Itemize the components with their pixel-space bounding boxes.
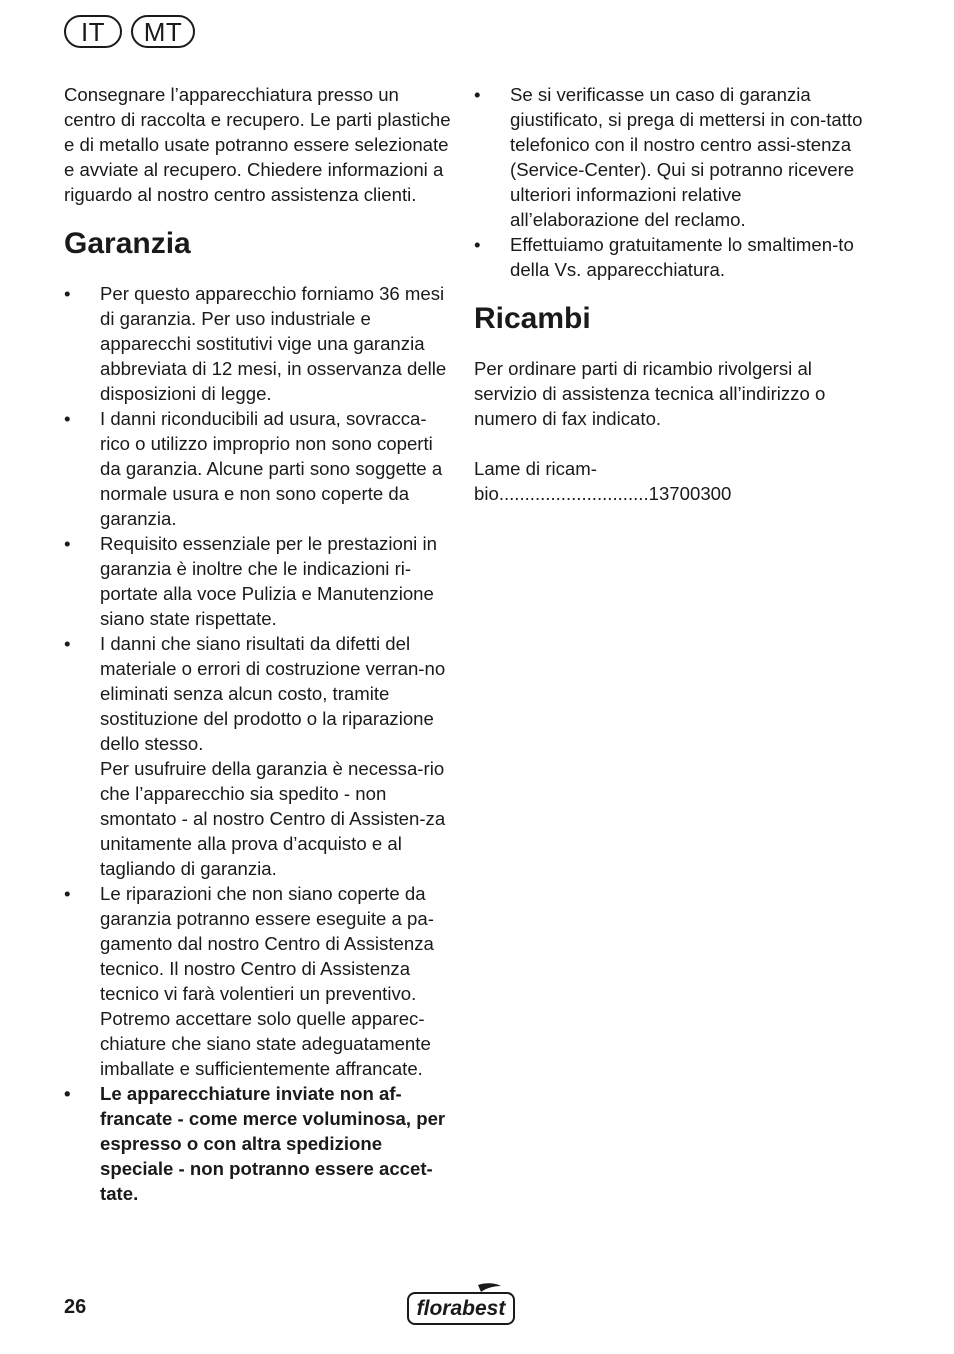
list-item: • Effettuiamo gratuitamente lo smaltimen-to della Vs. apparecchiatura. [474,232,874,282]
list-item: • Requisito essenziale per le prestazioni in garanzia è inoltre che le indicazioni ri-portate alla voce Pulizia e Manutenzione siano state rispettate. [64,531,454,631]
list-item-bold: • Le apparecchiature inviate non af-francate - come merce voluminosa, per espresso o con altra spedizione speciale - non potranno essere accet-tate. [64,1081,454,1206]
intro-paragraph: Consegnare l’apparecchiatura presso un centro di raccolta e recupero. Le parti plastiche e di metallo usate potranno essere selezionate e avviate al recupero. Chiedere informazioni a riguardo al nostro centro assistenza clienti. [64,84,451,205]
spare-part-entry [474,456,874,506]
logo-text: florabest [416,1297,506,1320]
ricambi-paragraph: Per ordinare parti di ricambio rivolgersi al servizio di assistenza tecnica all’indirizzo o numero di fax indicato. [474,358,826,429]
list-item-extra: Per usufruire della garanzia è necessa-rio che l’apparecchio sia spedito - non smontato - al nostro Centro di Assisten-za unitamente alla prova d’acquisto e al tagliando di garanzia. [100,758,446,879]
left-column [64,82,454,1206]
list-item: • Per questo apparecchio forniamo 36 mesi di garanzia. Per uso industriale e apparecchi sostitutivi vige una garanzia abbreviata di 12 mesi, in osservanza delle disposizioni di legge. [64,281,454,406]
list-item: • Le riparazioni che non siano coperte da garanzia potranno essere eseguite a pa-gamento dal nostro Centro di Assistenza tecnico. Il nostro Centro di Assistenza tecnico vi farà volentieri un preventivo. Potremo accettare solo quelle apparec-chiature che siano state adeguatamente imballate e sufficientemente affrancate. [64,881,454,1081]
right-list [474,82,874,282]
lang-badge-it: IT [64,15,122,48]
spare-part-line-2: bio.............................13700300 [474,483,732,504]
garanzia-heading: Garanzia [64,227,191,260]
right-column [474,82,874,506]
lang-badge-mt: MT [131,15,195,48]
list-item: • I danni che siano risultati da difetti del materiale o errori di costruzione verran-no eliminati senza alcun costo, tramite sostituzione del prodotto o la riparazione dello stesso. Per usufruire della garanzia è necessa-rio che l’apparecchio sia spedito - non smontato - al nostro Centro di Assisten-za unitamente alla prova d’acquisto e al tagliando di garanzia. [64,631,454,881]
page-number: 26 [64,1296,87,1318]
language-badges [64,15,195,48]
list-item: • I danni riconducibili ad usura, sovracca-rico o utilizzo improprio non sono coperti da garanzia. Alcune parti sono soggette a normale usura e non sono coperte da garanzia. [64,406,454,531]
florabest-logo [406,1282,516,1326]
garanzia-list [64,281,454,1206]
spare-part-line-1: Lame di ricam- [474,458,597,479]
list-item: • Se si verificasse un caso di garanzia giustificato, si prega di mettersi in con-tatto telefonico con il nostro centro assi-stenza (Service-Center). Qui si potranno ricevere ulteriori informazioni relative all’elaborazione del reclamo. [474,82,874,232]
ricambi-heading: Ricambi [474,302,591,335]
